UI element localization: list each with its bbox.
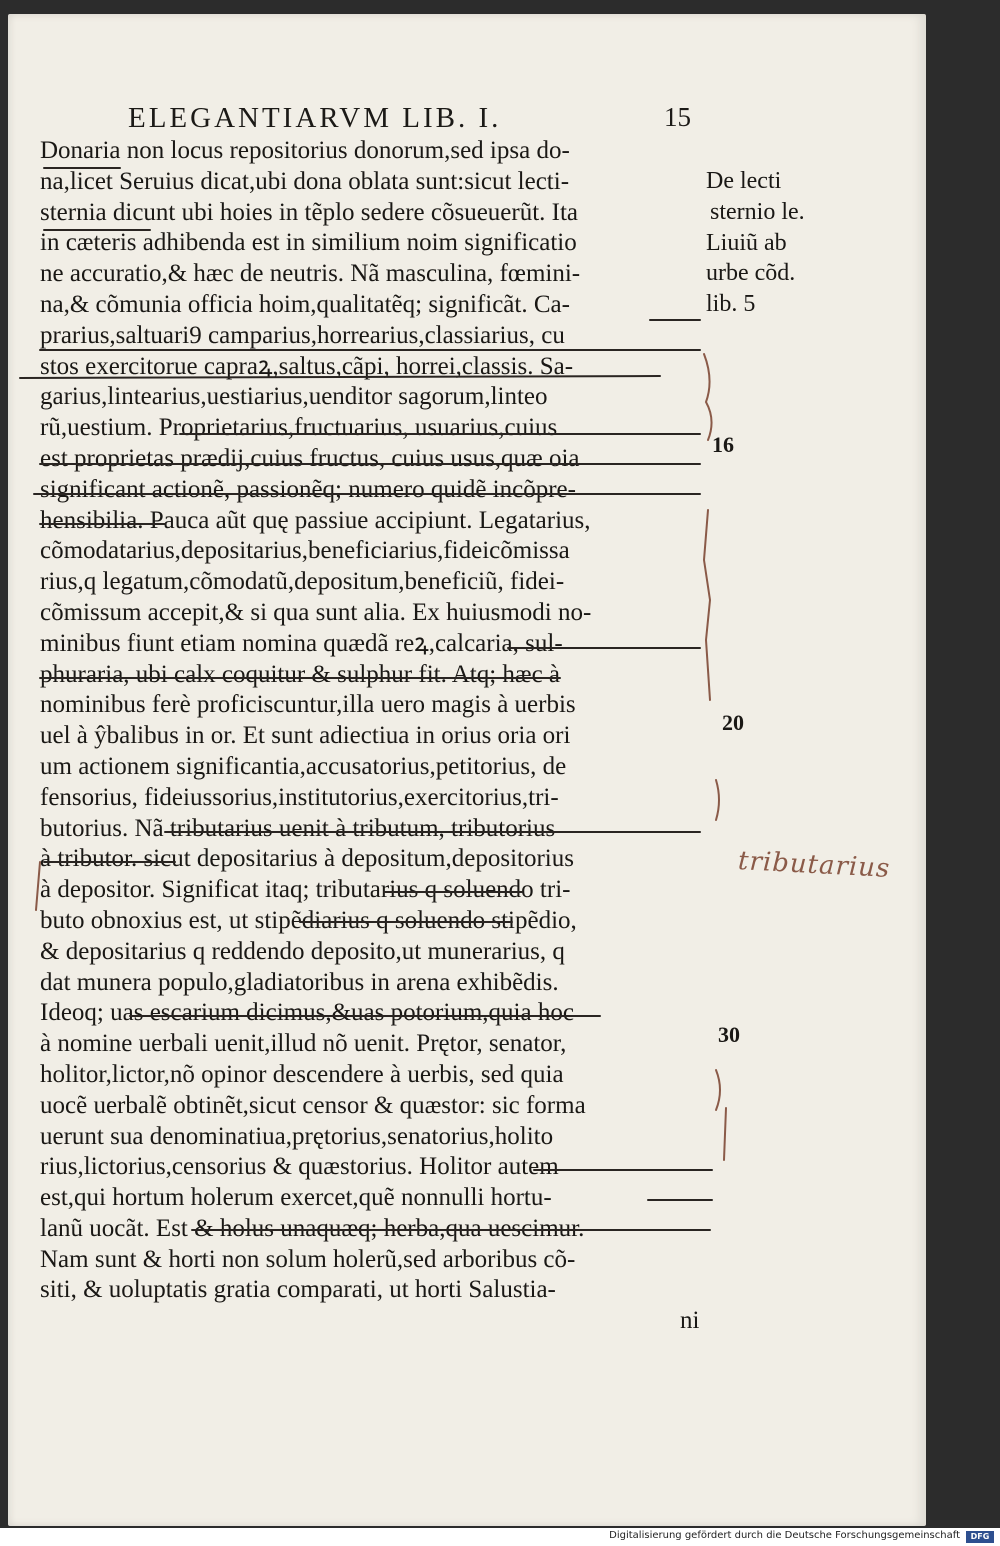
text-line: uerunt sua denominatiua,prętorius,senatorius,holito	[40, 1122, 554, 1150]
footer-bar	[0, 1528, 1000, 1546]
text-line: minibus fiunt etiam nomina quædã reꝝ,calcaria, sul-	[40, 629, 563, 657]
footer-credit: Digitalisierung gefördert durch die Deutsche Forschungsgemeinschaft	[609, 1530, 960, 1541]
text-line: siti, & uoluptatis gratia comparati, ut horti Salustia-	[40, 1276, 556, 1304]
text-line: à tributor. sicut depositarius à depositum,depositorius	[40, 845, 574, 873]
catchword: ni	[680, 1307, 700, 1335]
text-line: hensibilia. Pauca aũt quę passiue accipiunt. Legatarius,	[40, 506, 591, 534]
text-line: est,qui hortum holerum exercet,quẽ nonnulli hortu-	[40, 1184, 552, 1212]
margin-note: De lecti	[706, 168, 782, 194]
text-line: stos exercitorue capraꝝ,saltus,cãpi, horrei,classis. Sa-	[40, 352, 574, 380]
text-line: dat munera populo,gladiatoribus in arena exhibẽdis.	[40, 968, 559, 996]
text-line: uocẽ uerbalẽ obtinẽt,sicut censor & quæstor: sic forma	[40, 1091, 586, 1119]
text-line: in cæteris adhibenda est in similium noim significatio	[40, 229, 577, 257]
text-line: Nam sunt & horti non solum holerũ,sed arboribus cõ-	[40, 1245, 576, 1273]
line-number: 16	[712, 432, 734, 457]
margin-notes	[706, 166, 846, 320]
margin-note: sternio le.	[710, 198, 805, 225]
text-line: nominibus ferè proficiscuntur,illa uero magis à uerbis	[40, 691, 576, 719]
text-line: prarius,saltuari9 camparius,horrearius,classiarius, cu	[40, 321, 565, 349]
line-number: 30	[718, 1022, 740, 1047]
text-line: phuraria, ubi calx coquitur & sulphur fit. Atq; hæc à	[40, 660, 561, 688]
text-line: rius,q legatum,cõmodatũ,depositum,beneficiũ, fidei-	[40, 568, 565, 596]
folio-number: 15	[664, 102, 691, 132]
line-number: 20	[722, 710, 744, 735]
text-line: uel à ŷbalibus in or. Et sunt adiectiua in orius oria ori	[40, 722, 571, 750]
dfg-logo: DFG	[966, 1531, 994, 1543]
text-line: fensorius, fideiussorius,institutorius,exercitorius,tri-	[40, 783, 559, 811]
text-line: ne accuratio,& hæc de neutris. Nã masculina, fœmini-	[40, 260, 581, 288]
text-line: rius,lictorius,censorius & quæstorius. Holitor autem	[40, 1153, 559, 1181]
text-line: à depositor. Significat itaq; tributarius q soluendo tri-	[40, 876, 571, 904]
text-line: butorius. Nã tributarius uenit à tributum, tributorius	[40, 814, 556, 842]
text-line: cõmodatarius,depositarius,beneficiarius,fideicõmissa	[40, 537, 570, 565]
text-line: rũ,uestium. Proprietarius,fructuarius, usuarius,cuius	[40, 414, 558, 442]
text-line: garius,lintearius,uestiarius,uenditor sagorum,linteo	[40, 383, 548, 411]
body-text	[40, 136, 720, 1337]
text-line: na,licet Seruius dicat,ubi dona oblata sunt:sicut lecti-	[40, 167, 570, 195]
margin-note: urbe cõd.	[706, 260, 796, 287]
text-line: cõmissum accepit,& si qua sunt alia. Ex huiusmodi no-	[40, 598, 592, 626]
text-line: significant actionẽ, passionẽq; numero quidẽ incõpre-	[40, 475, 576, 503]
text-line: est proprietas prædij,cuius fructus, cuius usus,quæ oia	[40, 444, 580, 472]
running-head: ELEGANTIARVM LIB. I.	[128, 102, 502, 134]
text-line: um actionem significantia,accusatorius,petitorius, de	[40, 752, 567, 780]
handwritten-note: tributarius	[737, 846, 892, 884]
text-line: buto obnoxius est, ut stipẽdiarius q soluendo stipẽdio,	[40, 906, 577, 934]
margin-note: Liuiũ ab	[706, 229, 787, 256]
text-line: na,& cõmunia officia hoim,qualitatẽq; significãt. Ca-	[40, 290, 570, 318]
text-line: & depositarius q reddendo deposito,ut munerarius, q	[40, 937, 565, 965]
text-line: Donaria non locus repositorius donorum,sed ipsa do-	[40, 137, 570, 164]
text-line: à nomine uerbali uenit,illud nõ uenit. Prętor, senator,	[40, 1030, 567, 1058]
text-line: lanũ uocãt. Est & holus unaquæq; herba,qua uescimur.	[40, 1214, 585, 1242]
text-line: holitor,lictor,nõ opinor descendere à uerbis, sed quia	[40, 1060, 564, 1088]
text-line: Ideoq; uas escarium dicimus,&uas potorium,quia hoc	[40, 999, 574, 1027]
text-line: sternia dicunt ubi hoies in tẽplo sedere cõsueuerũt. Ita	[40, 198, 579, 226]
margin-note: lib. 5	[706, 291, 756, 318]
